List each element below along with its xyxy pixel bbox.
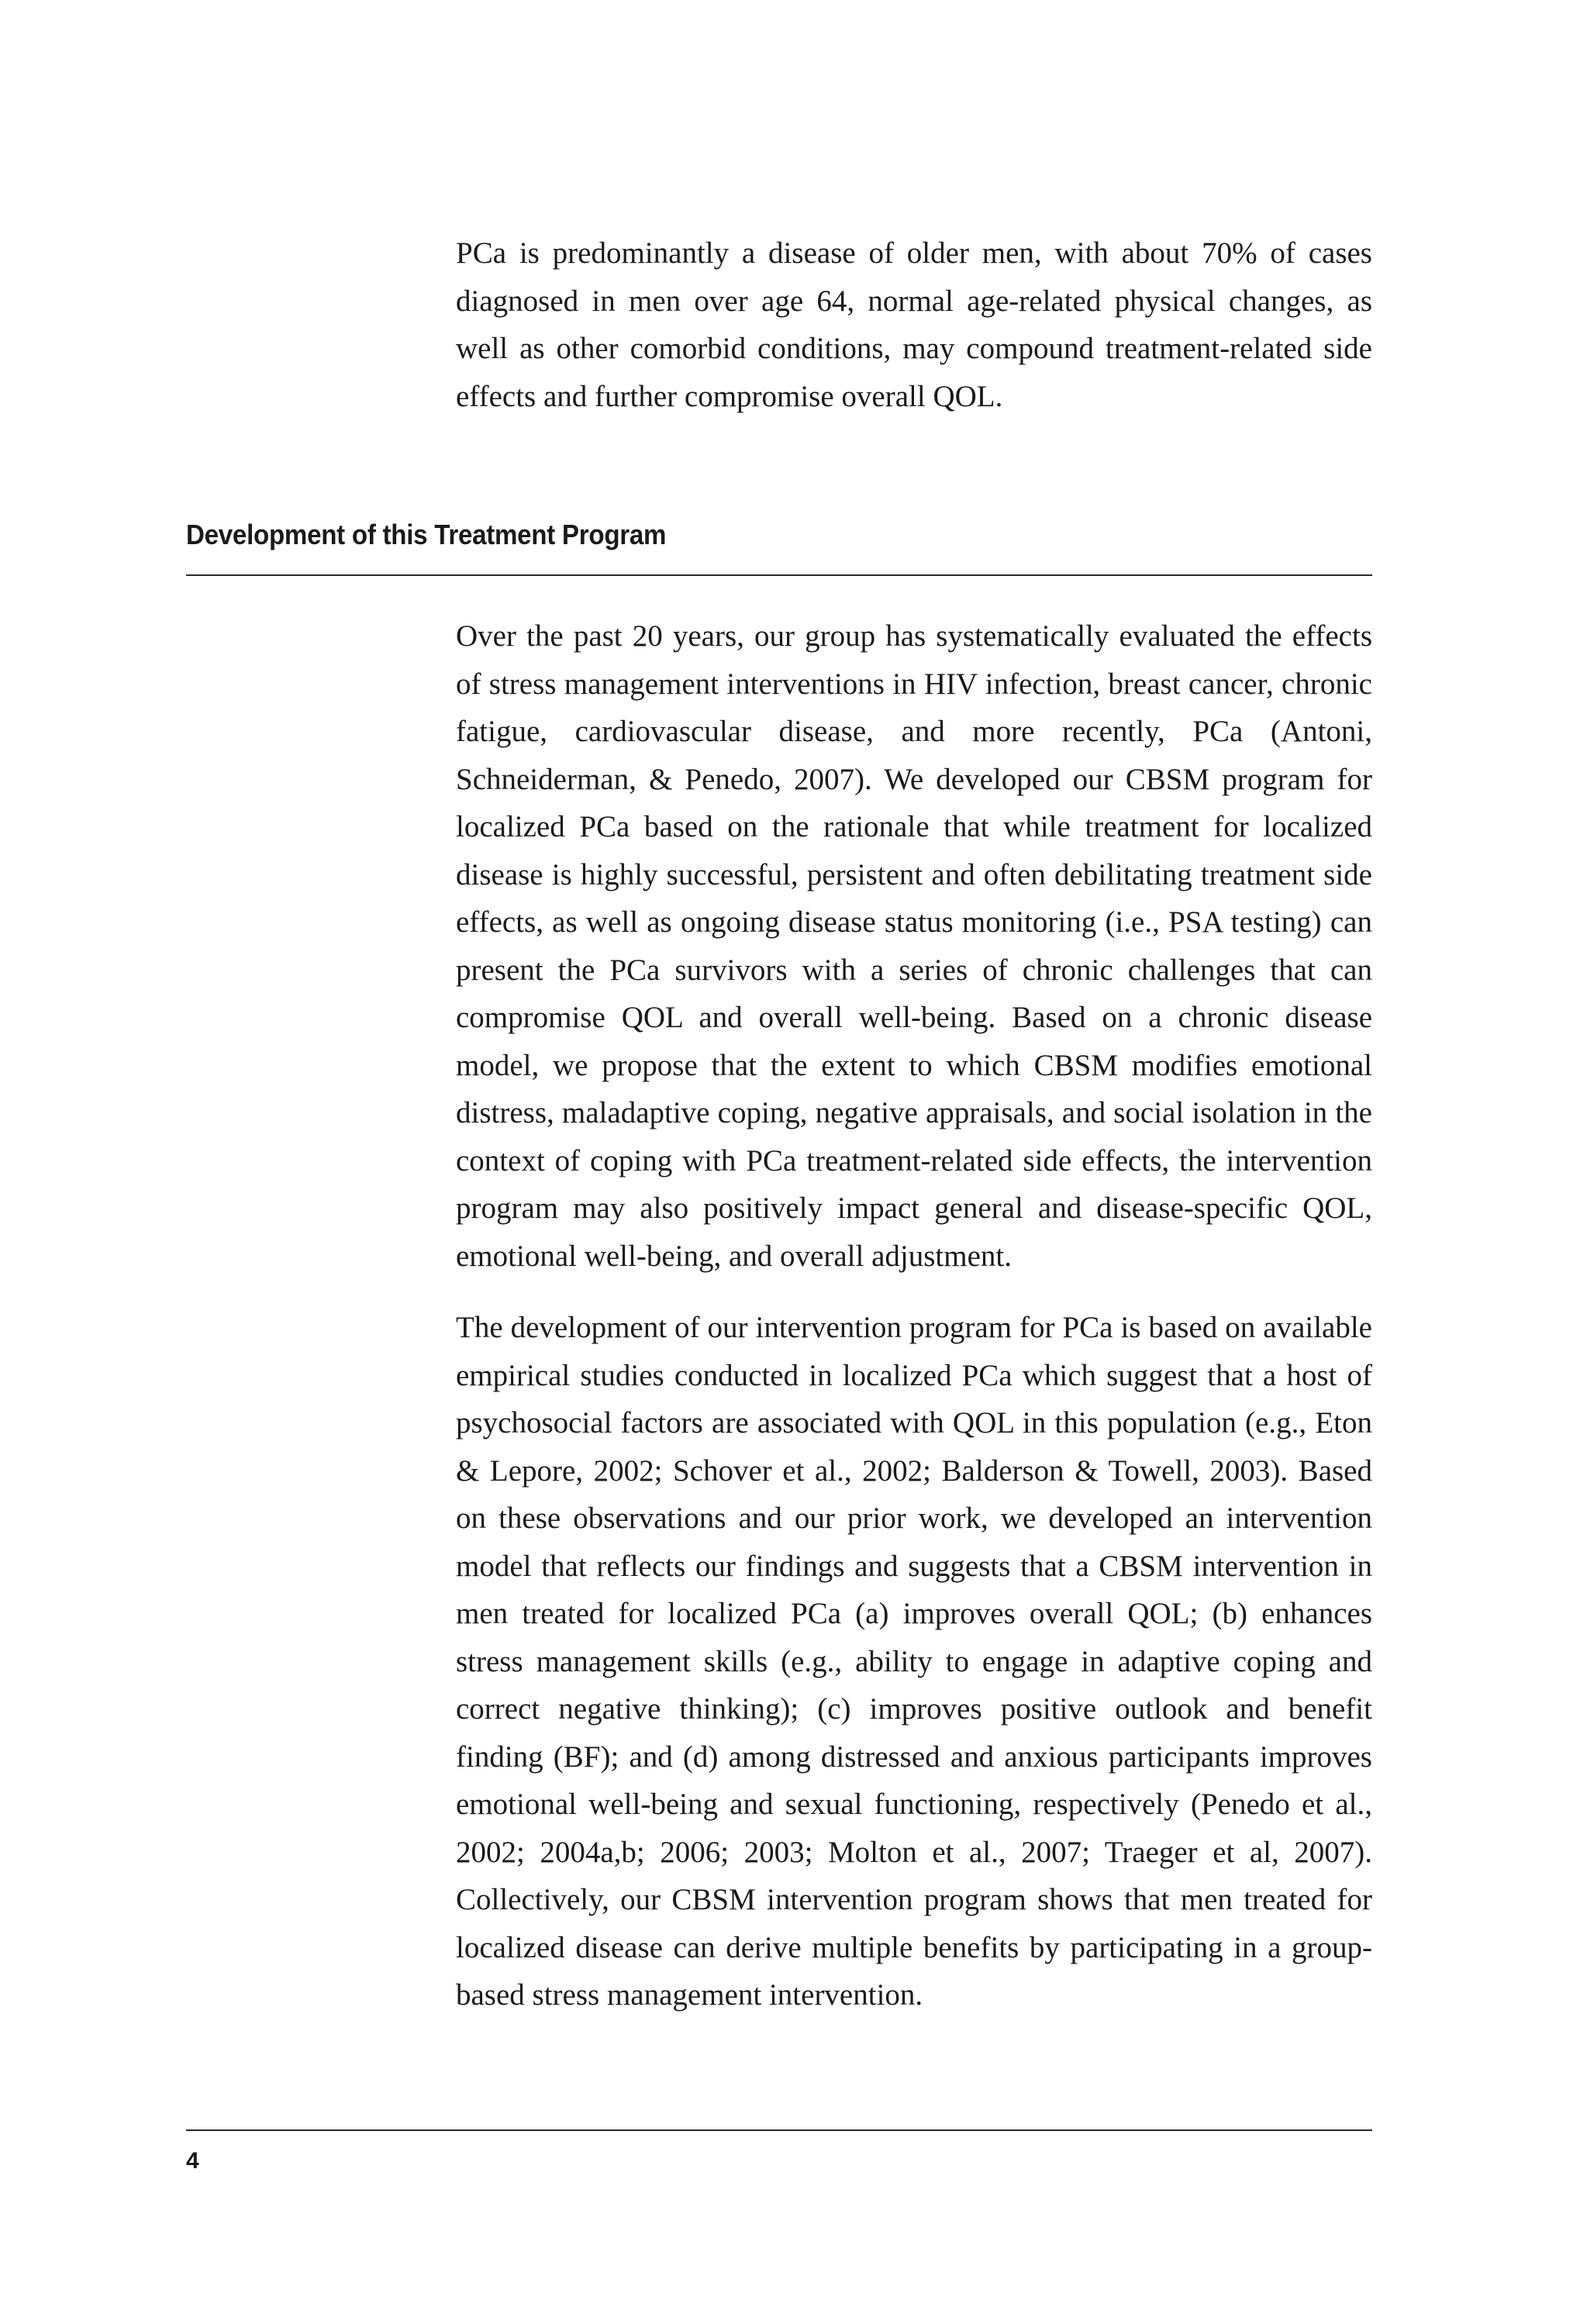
intro-paragraph: PCa is predominantly a disease of older men, with about 70% of cases diagnosed in men over age 64, normal age-related physical changes, as well as other comorbid conditions, may compound treatment-related side effects and further compromise overall QOL.: [456, 236, 1372, 413]
footer-divider: [186, 2129, 1372, 2131]
page-number: 4: [186, 2148, 199, 2174]
body-paragraph: Over the past 20 years, our group has systematically evaluated the effects of stress management interventions in HIV infection, breast cancer, chronic fatigue, cardiovascular disease, and more recently, PCa (Antoni, Schneiderman, & Penedo, 2007). We developed our CBSM program for localized PCa based on the rationale that while treatment for localized disease is highly successful, persistent and often debilitating treatment side effects, as well as ongoing disease status monitoring (i.e., PSA testing) can present the PCa survivors with a series of chronic challenges that can compromise QOL and overall well-being. Based on a chronic disease model, we propose that the extent to which CBSM modifies emotional distress, maladaptive coping, negative appraisals, and social isolation in the context of coping with PCa treatment-related side effects, the intervention program may also positively impact general and disease-specific QOL, emotional well-being, and overall adjustment.: [456, 619, 1372, 1273]
heading-divider: [186, 574, 1372, 576]
body-paragraph: The development of our intervention program for PCa is based on available empirical studies conducted in localized PCa which suggest that a host of psychosocial factors are associated with QOL in this population (e.g., Eton & Lepore, 2002; Schover et al., 2002; Balderson & Towell, 2003). Based on these observations and our prior work, we developed an intervention model that reflects our findings and suggests that a CBSM intervention in men treated for localized PCa (a) improves overall QOL; (b) enhances stress management skills (e.g., ability to engage in adaptive coping and correct negative thinking); (c) improves positive outlook and benefit finding (BF); and (d) among distressed and anxious participants improves emotional well-being and sexual functioning, respectively (Penedo et al., 2002; 2004a,b; 2006; 2003; Molton et al., 2007; Traeger et al, 2007). Collectively, our CBSM intervention program shows that men treated for localized disease can derive multiple benefits by participating in a group-based stress management intervention.: [456, 1311, 1372, 2012]
section-heading: Development of this Treatment Program: [186, 519, 667, 550]
